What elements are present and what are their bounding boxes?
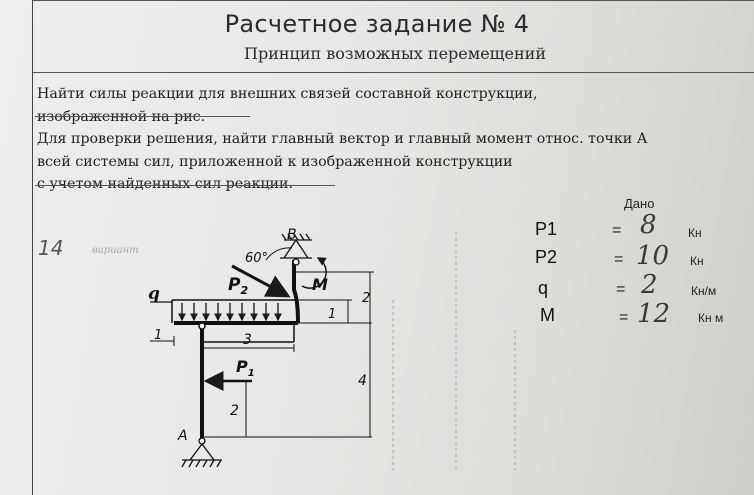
label-m: M (312, 275, 328, 294)
dim-3: 3 (243, 332, 252, 348)
support-a (182, 438, 222, 467)
given-name-p1: P1 (535, 219, 558, 239)
label-b: B (287, 227, 297, 243)
given-unit-m: Кн м (698, 311, 724, 325)
given-eq-q: = (616, 281, 626, 298)
task-line-2: изображенной на рис. (37, 108, 206, 125)
given-header: Дано (624, 196, 655, 211)
page-title: Расчетное задание № 4 (224, 10, 530, 38)
task-line-3: Для проверки решения, найти главный вектор и главный момент относ. точки А (37, 131, 648, 147)
dim-2-low: 2 (230, 403, 239, 419)
dim-1-right: 1 (328, 307, 337, 322)
given-value-p2: 10 (636, 241, 670, 271)
given-unit-q: Кн/м (691, 284, 717, 298)
guide-lines (393, 232, 515, 470)
given-unit-p2: Кн (690, 254, 704, 268)
task-line-1: Найти силы реакции для внешних связей составной конструкции, (37, 86, 538, 102)
label-a: A (178, 428, 188, 444)
dim-2-right: 2 (362, 291, 371, 306)
variant-note: вариант (92, 245, 139, 256)
given-value-m: 12 (637, 299, 671, 329)
given-name-q: q (538, 278, 549, 298)
given-name-m: M (540, 305, 555, 325)
given-eq-p1: = (612, 222, 622, 239)
page-subtitle: Принцип возможных перемещений (244, 44, 546, 63)
task-line-4: всей системы сил, приложенной к изображенной конструкции (37, 153, 513, 170)
given-value-q: 2 (641, 270, 658, 300)
dim-1-left: 1 (154, 328, 163, 343)
distributed-load (150, 302, 278, 320)
given-unit-p1: Кн (688, 226, 702, 240)
label-p2: $P_2$ (228, 275, 249, 297)
variant-number: 14 (38, 236, 64, 260)
task-line-5: с учетом найденных сил реакции. (37, 176, 294, 192)
label-p1: $P_1$ (236, 357, 255, 379)
given-name-p2: P2 (535, 247, 558, 267)
dimension-lines (150, 272, 374, 437)
given-eq-m: = (619, 309, 629, 326)
label-angle: 60° (245, 251, 269, 266)
given-eq-p2: = (614, 251, 624, 268)
label-q: q (148, 284, 160, 304)
hinge-joint (199, 323, 205, 329)
given-value-p1: 8 (640, 210, 657, 240)
dim-4: 4 (358, 373, 367, 389)
